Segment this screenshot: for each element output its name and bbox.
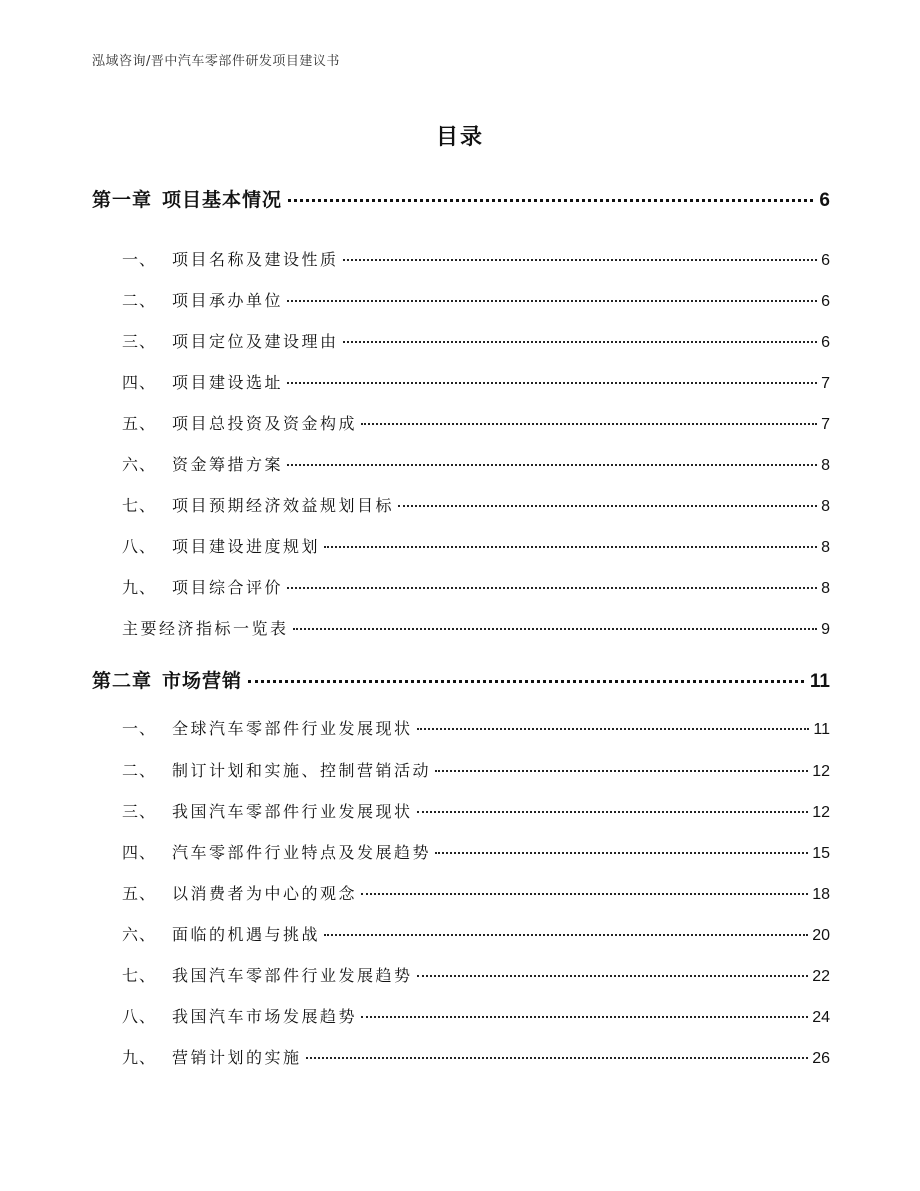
toc-entry-number: 二、 <box>122 291 157 310</box>
toc-section[interactable] <box>92 288 830 311</box>
toc-section[interactable] <box>92 534 830 557</box>
toc-section[interactable] <box>92 493 830 516</box>
toc-entry-title: 汽车零部件行业特点及发展趋势 <box>172 843 432 862</box>
dot-leader <box>398 505 817 507</box>
toc-entry-title: 我国汽车零部件行业发展趋势 <box>172 966 413 985</box>
toc-section[interactable] <box>92 799 830 822</box>
toc-page-number: 9 <box>821 621 830 638</box>
toc-page-number: 8 <box>821 539 830 556</box>
toc-entry-number: 八、 <box>122 537 157 556</box>
toc-entry-number: 四、 <box>122 373 157 392</box>
toc-entry-title: 项目建设进度规划 <box>172 537 321 556</box>
toc-entry-title: 项目预期经济效益规划目标 <box>172 496 395 515</box>
toc-section[interactable] <box>92 758 830 781</box>
toc-entry-number: 九、 <box>122 1048 157 1067</box>
toc-page-number: 8 <box>821 498 830 515</box>
toc-entry-number: 五、 <box>122 414 157 433</box>
dot-leader <box>343 341 818 343</box>
dot-leader <box>417 975 809 977</box>
toc-entry-title: 市场营销 <box>162 670 243 692</box>
toc-entry-title: 制订计划和实施、控制营销活动 <box>172 761 432 780</box>
toc-entry-title: 面临的机遇与挑战 <box>172 925 321 944</box>
dot-leader <box>417 811 809 813</box>
toc-entry-number: 二、 <box>122 761 157 780</box>
dot-leader <box>361 893 808 895</box>
dot-leader <box>248 680 804 683</box>
toc-section[interactable] <box>92 575 830 598</box>
dot-leader <box>324 546 817 548</box>
toc-entry-title: 项目建设选址 <box>172 373 284 392</box>
toc-title: 目录 <box>435 125 484 150</box>
toc-entry-title: 项目基本情况 <box>162 189 283 211</box>
toc-page-number: 24 <box>812 1009 830 1026</box>
dot-leader <box>287 382 817 384</box>
toc-entry-number: 六、 <box>122 925 157 944</box>
toc-entry-number: 七、 <box>122 966 157 985</box>
toc-section[interactable] <box>92 922 830 945</box>
header-divider <box>92 74 828 75</box>
dot-leader <box>287 300 817 302</box>
toc-entry-number: 三、 <box>122 802 157 821</box>
toc-page-number: 12 <box>812 763 830 780</box>
toc-page-number: 20 <box>812 927 830 944</box>
toc-entry-title: 我国汽车市场发展趋势 <box>172 1007 358 1026</box>
toc-entry-title: 营销计划的实施 <box>172 1048 302 1067</box>
dot-leader <box>361 1016 808 1018</box>
toc-section[interactable] <box>92 247 830 270</box>
toc-entry-number: 一、 <box>122 250 157 269</box>
dot-leader <box>287 464 817 466</box>
toc-page-number: 22 <box>812 968 830 985</box>
toc-page-number: 8 <box>821 457 830 474</box>
toc-page-number: 7 <box>821 375 830 392</box>
toc-section[interactable] <box>92 1045 830 1068</box>
toc-section[interactable] <box>92 329 830 352</box>
toc-entry-title: 资金筹措方案 <box>172 455 284 474</box>
toc-entry-title: 项目综合评价 <box>172 578 284 597</box>
toc-entry-number: 四、 <box>122 843 157 862</box>
toc-section[interactable] <box>92 452 830 475</box>
toc-page-number: 6 <box>821 334 830 351</box>
toc-page-number: 12 <box>812 804 830 821</box>
dot-leader <box>288 199 813 202</box>
toc-entry-number: 一、 <box>122 719 157 738</box>
toc-entry-title: 项目定位及建设理由 <box>172 332 339 351</box>
toc-entry-title: 主要经济指标一览表 <box>122 619 289 638</box>
toc-section[interactable] <box>92 1004 830 1027</box>
toc-entry-number: 三、 <box>122 332 157 351</box>
dot-leader <box>435 770 808 772</box>
dot-leader <box>293 628 818 630</box>
toc-section[interactable] <box>92 881 830 904</box>
dot-leader <box>361 423 817 425</box>
toc-page-number: 18 <box>812 886 830 903</box>
toc-entry-number: 第一章 <box>92 189 153 211</box>
toc-section[interactable] <box>92 411 830 434</box>
dot-leader <box>306 1057 809 1059</box>
toc-page-number: 8 <box>821 580 830 597</box>
dot-leader <box>417 728 810 730</box>
toc-entry-title: 项目承办单位 <box>172 291 284 310</box>
dot-leader <box>343 259 818 261</box>
toc-entry-title: 全球汽车零部件行业发展现状 <box>172 719 413 738</box>
dot-leader <box>287 587 817 589</box>
toc-page-number: 6 <box>819 190 830 211</box>
toc-page-number: 6 <box>821 252 830 269</box>
toc-entry-number: 五、 <box>122 884 157 903</box>
toc-entry-title: 项目总投资及资金构成 <box>172 414 358 433</box>
toc-entry-number: 第二章 <box>92 670 153 692</box>
toc-page-number: 7 <box>821 416 830 433</box>
dot-leader <box>435 852 808 854</box>
toc-entry-number: 七、 <box>122 496 157 515</box>
toc-chapter-2[interactable] <box>92 666 830 693</box>
toc-entry-title: 以消费者为中心的观念 <box>172 884 358 903</box>
toc-entry-title: 项目名称及建设性质 <box>172 250 339 269</box>
toc-section[interactable] <box>92 963 830 986</box>
toc-entry-number: 八、 <box>122 1007 157 1026</box>
dot-leader <box>324 934 808 936</box>
toc-section[interactable] <box>92 370 830 393</box>
toc-page-number: 15 <box>812 845 830 862</box>
toc-chapter-1[interactable] <box>92 185 830 212</box>
toc-page-number: 6 <box>821 293 830 310</box>
page-header: 泓域咨询/晋中汽车零部件研发项目建议书 <box>92 54 340 69</box>
toc-entry-title: 我国汽车零部件行业发展现状 <box>172 802 413 821</box>
toc-section[interactable] <box>92 716 830 739</box>
toc-page-number: 26 <box>812 1050 830 1067</box>
toc-page-number: 11 <box>813 721 830 738</box>
toc-section-appendix[interactable] <box>92 616 830 639</box>
toc-page-number: 11 <box>809 671 830 692</box>
toc-entry-number: 九、 <box>122 578 157 597</box>
toc-entry-number: 六、 <box>122 455 157 474</box>
toc-section[interactable] <box>92 840 830 863</box>
